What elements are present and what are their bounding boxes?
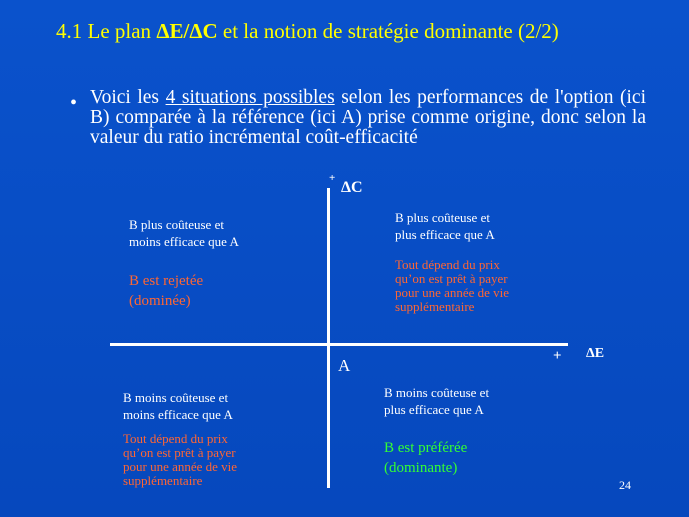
page-number: 24 (619, 478, 631, 492)
y-axis-label: ΔC (341, 179, 363, 196)
verdict-line: Tout dépend du prix (395, 257, 500, 272)
verdict-line: (dominée) (129, 293, 191, 309)
slide-title (56, 19, 559, 44)
desc-line: B moins coûteuse et (123, 390, 229, 405)
verdict-line: Tout dépend du prix (123, 431, 228, 446)
verdict-line: pour une année de vie (123, 459, 238, 474)
quadrant-top-right-desc (395, 209, 495, 243)
bullet-post: selon les performances de l'option (ici B) comparée à la référence (ici A) prise comme origine, donc selon la valeur du ratio incrémental coût-efficacité (90, 87, 646, 148)
desc-line: moins efficace que A (123, 407, 233, 422)
delta-c-axis (327, 188, 330, 488)
verdict-line: qu’on est prêt à payer (123, 445, 236, 460)
quadrant-bottom-right-desc (384, 384, 489, 418)
verdict-line: qu’on est prêt à payer (395, 271, 508, 286)
x-axis-label: ΔE (586, 346, 605, 361)
quadrant-top-right-verdict (395, 258, 509, 314)
desc-line: B moins coûteuse et (384, 385, 490, 400)
y-plus-sign: + (329, 172, 336, 184)
verdict-line: supplémentaire (395, 299, 475, 314)
desc-line: B plus coûteuse et (129, 217, 224, 232)
quadrant-bottom-left-verdict (123, 432, 237, 488)
bullet-marker: • (70, 92, 78, 114)
title-prefix: 4.1 Le plan (56, 19, 157, 43)
quadrant-bottom-right-verdict (384, 438, 467, 478)
desc-line: B plus coûteuse et (395, 210, 490, 225)
origin-label: A (338, 356, 351, 375)
quadrant-top-left-verdict (129, 271, 203, 311)
verdict-line: B est rejetée (129, 273, 204, 289)
verdict-line: pour une année de vie (395, 285, 510, 300)
bullet-pre: Voici les (90, 87, 166, 108)
quadrant-bottom-left-desc (123, 389, 233, 423)
verdict-line: (dominante) (384, 460, 458, 476)
quadrant-top-left-desc (129, 216, 239, 250)
desc-line: plus efficace que A (395, 227, 495, 242)
delta-e-axis (110, 343, 568, 346)
bullet-text (90, 88, 646, 148)
title-suffix: et la notion de stratégie dominante (2/2) (217, 19, 559, 43)
title-ratio: ΔE/ΔC (156, 19, 218, 43)
verdict-line: supplémentaire (123, 473, 203, 488)
desc-line: plus efficace que A (384, 402, 484, 417)
desc-line: moins efficace que A (129, 234, 239, 249)
bullet-underlined: 4 situations possibles (165, 87, 335, 108)
verdict-line: B est préférée (384, 440, 468, 456)
x-plus-sign: + (553, 348, 562, 364)
